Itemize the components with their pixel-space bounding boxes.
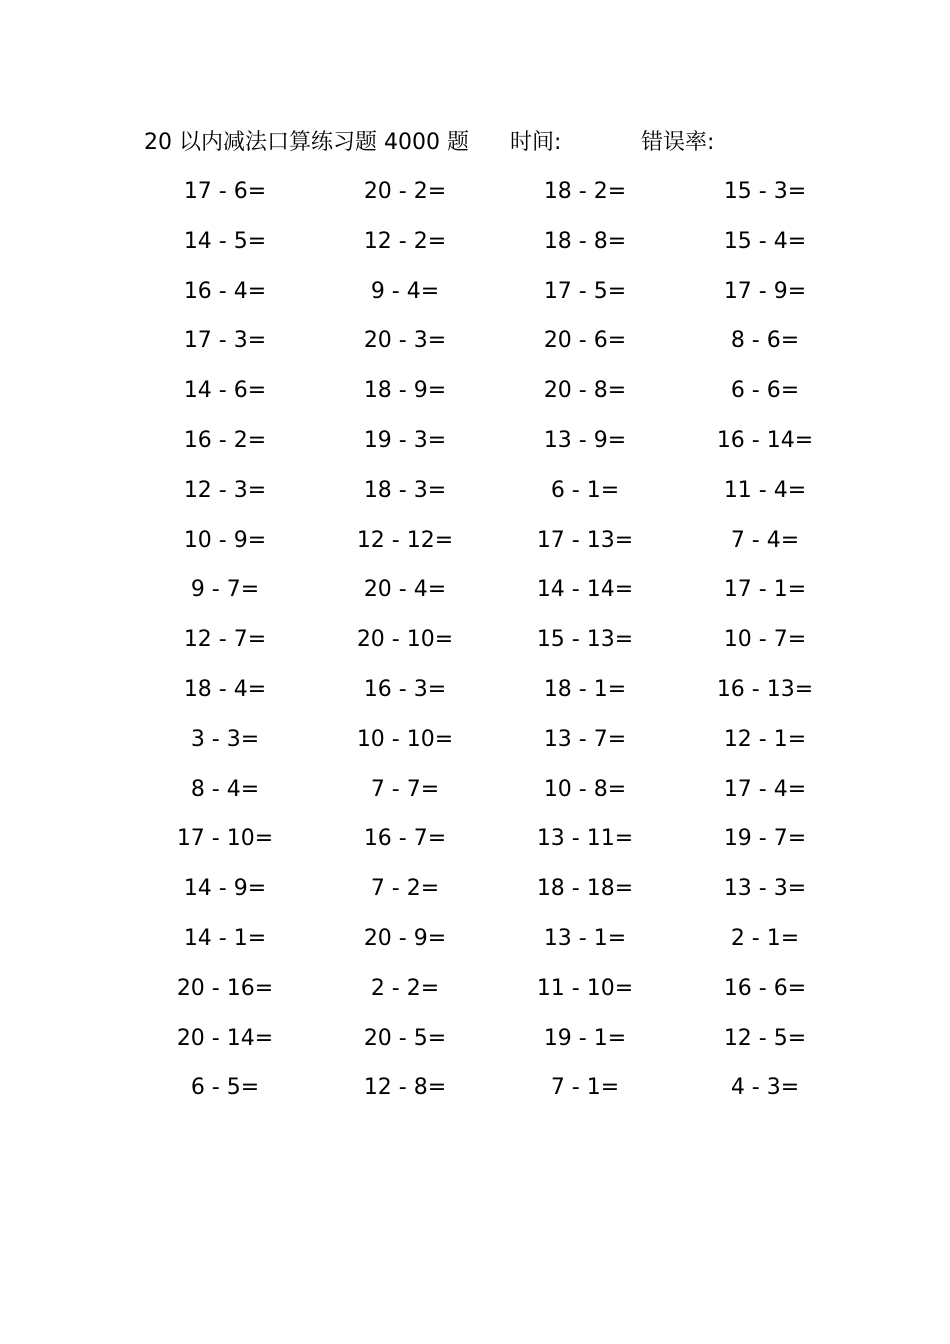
problem-cell: 11 - 10= <box>536 975 634 1001</box>
problem-row <box>140 274 820 310</box>
problem-cell: 8 - 6= <box>730 328 800 354</box>
problem-row <box>140 473 820 509</box>
problem-cell: 10 - 8= <box>543 776 627 802</box>
problem-cell: 10 - 10= <box>356 726 454 752</box>
problem-cell: 17 - 1= <box>723 577 807 603</box>
problem-cell: 14 - 14= <box>536 577 634 603</box>
problem-cell: 18 - 1= <box>543 677 627 702</box>
problem-cell: 12 - 5= <box>723 1025 807 1051</box>
problem-grid <box>140 174 820 1119</box>
problem-cell: 16 - 2= <box>183 428 267 453</box>
problem-cell: 20 - 6= <box>543 328 627 354</box>
problem-cell: 13 - 3= <box>723 876 807 902</box>
problem-row <box>140 622 820 658</box>
problem-row <box>140 423 820 459</box>
time-label: 时间: <box>510 130 562 155</box>
problem-cell: 13 - 9= <box>543 428 627 453</box>
problem-row <box>140 224 820 260</box>
problem-row <box>140 722 820 758</box>
problem-cell: 10 - 9= <box>183 527 267 553</box>
problem-cell: 16 - 7= <box>363 826 447 852</box>
problem-cell: 15 - 13= <box>536 627 634 653</box>
problem-cell: 16 - 3= <box>363 677 447 702</box>
problem-row <box>140 871 820 907</box>
problem-cell: 12 - 1= <box>723 726 807 752</box>
problem-cell: 20 - 4= <box>363 577 447 603</box>
problem-row <box>140 523 820 559</box>
problem-cell: 14 - 1= <box>183 926 267 951</box>
problem-cell: 16 - 4= <box>183 278 267 304</box>
problem-cell: 20 - 16= <box>176 975 274 1001</box>
problem-cell: 20 - 10= <box>356 627 454 653</box>
problem-cell: 8 - 4= <box>190 776 260 802</box>
problem-cell: 15 - 4= <box>723 228 807 254</box>
problem-cell: 7 - 7= <box>370 776 440 802</box>
problem-cell: 17 - 13= <box>536 527 634 553</box>
problem-cell: 12 - 8= <box>363 1075 447 1101</box>
problem-cell: 17 - 9= <box>723 278 807 304</box>
problem-cell: 17 - 4= <box>723 776 807 802</box>
problem-cell: 10 - 7= <box>723 627 807 653</box>
problem-row <box>140 174 820 210</box>
problem-row <box>140 921 820 957</box>
problem-cell: 20 - 9= <box>363 926 447 951</box>
problem-cell: 20 - 3= <box>363 328 447 354</box>
problem-cell: 20 - 14= <box>176 1025 274 1051</box>
problem-cell: 18 - 8= <box>543 228 627 254</box>
problem-row <box>140 821 820 857</box>
problem-cell: 13 - 1= <box>543 926 627 951</box>
problem-cell: 20 - 8= <box>543 378 627 404</box>
problem-row <box>140 1021 820 1057</box>
problem-cell: 2 - 2= <box>370 975 440 1001</box>
problem-cell: 14 - 9= <box>183 876 267 902</box>
worksheet-title: 20 以内减法口算练习题 4000 题 <box>144 130 469 155</box>
problem-cell: 2 - 1= <box>730 926 800 951</box>
problem-cell: 18 - 2= <box>543 179 627 204</box>
problem-cell: 13 - 7= <box>543 726 627 752</box>
problem-row <box>140 772 820 808</box>
problem-cell: 18 - 9= <box>363 378 447 404</box>
problem-cell: 19 - 1= <box>543 1025 627 1051</box>
problem-cell: 20 - 2= <box>363 179 447 204</box>
problem-cell: 6 - 6= <box>730 378 800 404</box>
problem-cell: 13 - 11= <box>536 826 634 852</box>
problem-cell: 7 - 4= <box>730 527 800 553</box>
problem-cell: 17 - 6= <box>183 179 267 204</box>
error-rate-label: 错误率: <box>641 130 715 155</box>
worksheet-header <box>144 126 784 160</box>
problem-cell: 14 - 6= <box>183 378 267 404</box>
problem-cell: 3 - 3= <box>190 726 260 752</box>
problem-cell: 9 - 4= <box>370 278 440 304</box>
problem-row <box>140 373 820 409</box>
problem-cell: 18 - 3= <box>363 477 447 503</box>
problem-cell: 18 - 4= <box>183 677 267 702</box>
problem-cell: 19 - 7= <box>723 826 807 852</box>
problem-row <box>140 672 820 708</box>
problem-cell: 7 - 1= <box>550 1075 620 1101</box>
problem-cell: 16 - 14= <box>716 428 814 453</box>
problem-cell: 12 - 7= <box>183 627 267 653</box>
problem-cell: 12 - 3= <box>183 477 267 503</box>
problem-cell: 16 - 6= <box>723 975 807 1001</box>
problem-cell: 17 - 5= <box>543 278 627 304</box>
problem-cell: 6 - 1= <box>550 477 620 503</box>
problem-cell: 19 - 3= <box>363 428 447 453</box>
problem-cell: 4 - 3= <box>730 1075 800 1101</box>
problem-cell: 7 - 2= <box>370 876 440 902</box>
problem-cell: 11 - 4= <box>723 477 807 503</box>
problem-row <box>140 1070 820 1106</box>
problem-cell: 12 - 2= <box>363 228 447 254</box>
problem-row <box>140 572 820 608</box>
problem-row <box>140 323 820 359</box>
problem-cell: 14 - 5= <box>183 228 267 254</box>
problem-cell: 15 - 3= <box>723 179 807 204</box>
problem-cell: 17 - 3= <box>183 328 267 354</box>
problem-cell: 9 - 7= <box>190 577 260 603</box>
problem-cell: 12 - 12= <box>356 527 454 553</box>
problem-cell: 6 - 5= <box>190 1075 260 1101</box>
problem-row <box>140 971 820 1007</box>
problem-cell: 16 - 13= <box>716 677 814 702</box>
problem-cell: 18 - 18= <box>536 876 634 902</box>
problem-cell: 20 - 5= <box>363 1025 447 1051</box>
problem-cell: 17 - 10= <box>176 826 274 852</box>
